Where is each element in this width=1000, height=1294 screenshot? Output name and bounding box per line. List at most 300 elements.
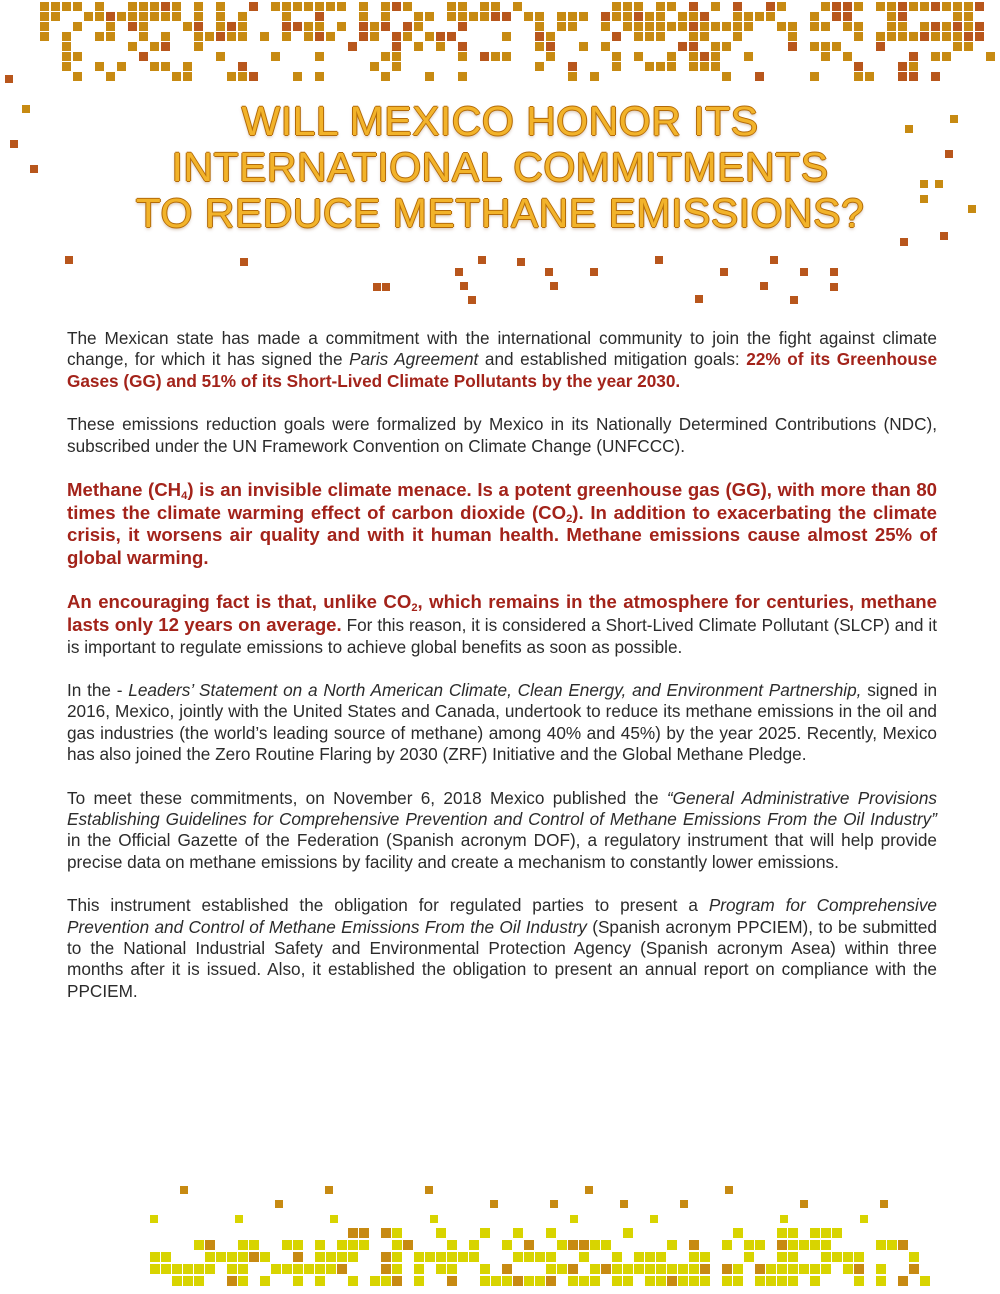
pixel-square <box>568 62 577 71</box>
pixel-square <box>183 62 192 71</box>
pixel-square <box>315 1252 325 1262</box>
pixel-square <box>667 52 676 61</box>
pixel-square <box>623 1228 633 1238</box>
pixel-square <box>678 12 687 21</box>
pixel-square <box>733 1228 743 1238</box>
pixel-square <box>436 1264 446 1274</box>
pixel-square <box>909 32 918 41</box>
pixel-square <box>315 32 324 41</box>
pixel-square <box>832 1252 842 1262</box>
pixel-square <box>436 1228 446 1238</box>
pixel-square <box>260 1276 270 1286</box>
pixel-square <box>40 32 49 41</box>
pixel-square <box>678 42 687 51</box>
pixel-square <box>447 1276 457 1286</box>
pixel-square <box>249 72 258 81</box>
pixel-square <box>645 1252 655 1262</box>
pixel-square <box>227 1264 237 1274</box>
pixel-square <box>271 2 280 11</box>
pixel-square <box>700 12 709 21</box>
pixel-square <box>95 32 104 41</box>
pixel-square <box>612 2 621 11</box>
pixel-square <box>876 42 885 51</box>
pixel-square <box>964 2 973 11</box>
pixel-square <box>304 22 313 31</box>
pixel-square <box>854 72 863 81</box>
pixel-square <box>373 283 381 291</box>
pixel-square <box>909 72 918 81</box>
pixel-square <box>524 1240 534 1250</box>
pixel-square <box>392 42 401 51</box>
pixel-square <box>315 1264 325 1274</box>
pixel-square <box>227 1252 237 1262</box>
pixel-square <box>557 1240 567 1250</box>
pixel-square <box>235 1215 243 1223</box>
pixel-square <box>150 2 159 11</box>
highlight-text-part: , which remains in the atmosphere for centuries, methane lasts only 12 years on average. <box>67 591 937 635</box>
paragraph-ppciem <box>67 895 937 1002</box>
pixel-square <box>469 12 478 21</box>
pixel-square <box>436 42 445 51</box>
pixel-square <box>777 2 786 11</box>
pixel-square <box>766 1276 776 1286</box>
pixel-square <box>623 2 632 11</box>
pixel-square <box>194 1264 204 1274</box>
pixel-square <box>700 32 709 41</box>
pixel-square <box>194 2 203 11</box>
pixel-square <box>370 32 379 41</box>
pixel-square <box>777 22 786 31</box>
pixel-square <box>275 1200 283 1208</box>
pixel-square <box>832 42 841 51</box>
pixel-square <box>953 22 962 31</box>
pixel-square <box>348 1240 358 1250</box>
pixel-square <box>535 42 544 51</box>
pixel-square <box>535 1276 545 1286</box>
pixel-square <box>238 1240 248 1250</box>
pixel-square <box>590 72 599 81</box>
pixel-square <box>634 22 643 31</box>
pixel-square <box>227 22 236 31</box>
pixel-square <box>755 12 764 21</box>
pixel-square <box>788 42 797 51</box>
pixel-square <box>172 2 181 11</box>
pixel-square <box>403 32 412 41</box>
pixel-square <box>744 52 753 61</box>
pixel-square <box>414 12 423 21</box>
pixel-square <box>689 1240 699 1250</box>
paragraph-text: signed in 2016, Mexico, jointly with the United States and Canada, undertook to reduce its methane emissions in the oil and gas industries (the world’s leading source of methane) among 40% and 45%) by the year 2025. Recently, Mexico has also joined the Zero Routine Flaring by 2030 (ZRF) Initiative and the Global Methane Pledge. <box>67 680 937 765</box>
pixel-square <box>634 12 643 21</box>
pixel-square <box>887 1240 897 1250</box>
pixel-square <box>725 1186 733 1194</box>
pixel-square <box>150 12 159 21</box>
pixel-square <box>821 1240 831 1250</box>
pixel-square <box>73 2 82 11</box>
pixel-square <box>821 1228 831 1238</box>
pixel-square <box>722 1264 732 1274</box>
pixel-square <box>546 42 555 51</box>
pixel-square <box>843 22 852 31</box>
pixel-square <box>359 12 368 21</box>
pixel-square <box>216 32 225 41</box>
pixel-square <box>550 282 558 290</box>
pixel-square <box>722 72 731 81</box>
pixel-square <box>898 32 907 41</box>
pixel-square <box>788 1240 798 1250</box>
pixel-square <box>106 72 115 81</box>
pixel-square <box>502 1276 512 1286</box>
pixel-square <box>458 72 467 81</box>
pixel-square <box>216 1252 226 1262</box>
pixel-square <box>655 256 663 264</box>
pixel-square <box>711 2 720 11</box>
pixel-square <box>370 62 379 71</box>
pixel-square <box>546 1228 556 1238</box>
pixel-square <box>733 1264 743 1274</box>
paragraph-text: To meet these commitments, on November 6, 2018 Mexico published the <box>67 787 667 808</box>
paragraph-methane-menace <box>67 479 937 569</box>
pixel-square <box>843 52 852 61</box>
pixel-square <box>403 2 412 11</box>
pixel-square <box>480 1276 490 1286</box>
pixel-square <box>381 1264 391 1274</box>
pixel-square <box>568 1240 578 1250</box>
pixel-square <box>656 1264 666 1274</box>
pixel-square <box>326 1264 336 1274</box>
pixel-square <box>447 1252 457 1262</box>
pixel-square <box>579 1252 589 1262</box>
pixel-square <box>381 2 390 11</box>
paragraph-text: This instrument established the obligation for regulated parties to present a <box>67 895 709 916</box>
pixel-square <box>964 32 973 41</box>
pixel-square <box>517 258 525 266</box>
pixel-square <box>843 1252 853 1262</box>
pixel-square <box>382 283 390 291</box>
paragraph-leaders-statement <box>67 680 937 766</box>
pixel-square <box>293 1276 303 1286</box>
pixel-square <box>854 62 863 71</box>
pixel-square <box>711 42 720 51</box>
pixel-square <box>139 12 148 21</box>
pixel-square <box>502 1240 512 1250</box>
pixel-square <box>667 1240 677 1250</box>
pixel-square <box>194 22 203 31</box>
pixel-square <box>920 32 929 41</box>
pixel-square <box>733 32 742 41</box>
pixel-square <box>172 1276 182 1286</box>
pixel-square <box>403 22 412 31</box>
pixel-square <box>62 32 71 41</box>
pixel-square <box>545 268 553 276</box>
pixel-square <box>700 1264 710 1274</box>
pixel-square <box>271 1264 281 1274</box>
pixel-square <box>205 1264 215 1274</box>
pixel-square <box>900 238 908 246</box>
pixel-square <box>183 1264 193 1274</box>
pixel-square <box>172 1264 182 1274</box>
pixel-square <box>161 1264 171 1274</box>
pixel-square <box>183 72 192 81</box>
pixel-square <box>887 12 896 21</box>
pixel-square <box>392 32 401 41</box>
pixel-square <box>128 12 137 21</box>
pixel-square <box>381 22 390 31</box>
pixel-square <box>249 1252 259 1262</box>
pixel-square <box>700 22 709 31</box>
pixel-square <box>480 1264 490 1274</box>
pixel-square <box>832 12 841 21</box>
pixel-square <box>414 42 423 51</box>
pixel-square <box>689 12 698 21</box>
pixel-square <box>830 283 838 291</box>
pixel-square <box>860 1215 868 1223</box>
pixel-square <box>392 1264 402 1274</box>
pixel-square <box>953 12 962 21</box>
pixel-square <box>282 12 291 21</box>
pixel-square <box>238 22 247 31</box>
pixel-square <box>161 12 170 21</box>
pixel-square <box>502 52 511 61</box>
pixel-square <box>337 1252 347 1262</box>
pixel-square <box>238 1276 248 1286</box>
pixel-square <box>502 32 511 41</box>
pixel-square <box>720 268 728 276</box>
paragraph-text: and established mitigation goals: <box>478 349 747 370</box>
pixel-square <box>194 42 203 51</box>
pixel-square <box>238 1252 248 1262</box>
pixel-square <box>468 296 476 304</box>
pixel-square <box>601 1240 611 1250</box>
pixel-square <box>854 1276 864 1286</box>
pixel-square <box>810 12 819 21</box>
paragraph-text: in the Official Gazette of the Federation (Spanish acronym DOF), a regulatory instrument that will help provide precise data on methane emissions by facility and create a mechanism to constantly lower emissions. <box>67 830 937 872</box>
pixel-square <box>975 32 984 41</box>
pixel-square <box>942 2 951 11</box>
pixel-square <box>447 1264 457 1274</box>
pixel-square <box>216 22 225 31</box>
pixel-square <box>590 1276 600 1286</box>
pixel-square <box>656 2 665 11</box>
pixel-square <box>695 295 703 303</box>
pixel-square <box>854 1264 864 1274</box>
pixel-square <box>348 1276 358 1286</box>
pixel-square <box>282 1240 292 1250</box>
pixel-square <box>799 1264 809 1274</box>
pixel-square <box>942 22 951 31</box>
pixel-square <box>744 1252 754 1262</box>
pixel-square <box>326 1252 336 1262</box>
pixel-square <box>381 52 390 61</box>
pixel-square <box>325 1186 333 1194</box>
pixel-square <box>513 1276 523 1286</box>
pixel-square <box>40 12 49 21</box>
paragraph-encouraging-fact <box>67 591 937 658</box>
pixel-square <box>612 52 621 61</box>
paragraph-text: These emissions reduction goals were formalized by Mexico in its Nationally Determined Contributions (NDC), subscribed under the UN Framework Convention on Climate Change (UNFCCC). <box>67 414 937 456</box>
pixel-square <box>304 32 313 41</box>
pixel-square <box>315 1240 325 1250</box>
pixel-square <box>590 1264 600 1274</box>
pixel-square <box>557 1264 567 1274</box>
pixel-square <box>106 32 115 41</box>
pixel-square <box>656 22 665 31</box>
pixel-square <box>964 22 973 31</box>
pixel-square <box>304 2 313 11</box>
pixel-square <box>370 22 379 31</box>
pixel-square <box>392 52 401 61</box>
pixel-square <box>260 32 269 41</box>
pixel-square <box>931 2 940 11</box>
pixel-square <box>106 12 115 21</box>
title-line-3: TO REDUCE METHANE EMISSIONS? <box>135 190 865 236</box>
pixel-square <box>480 1228 490 1238</box>
pixel-square <box>656 32 665 41</box>
pixel-square <box>535 12 544 21</box>
pixel-square <box>381 12 390 21</box>
pixel-square <box>436 32 445 41</box>
pixel-square <box>832 2 841 11</box>
pixel-square <box>293 1240 303 1250</box>
pixel-square <box>491 1276 501 1286</box>
pixel-square <box>843 12 852 21</box>
pixel-square <box>293 72 302 81</box>
highlight-text: 22% of its Greenhouse Gases (GG) and 51% of its Short-Lived Climate Pollutants by the year 2030. <box>67 349 938 391</box>
pixel-square <box>293 2 302 11</box>
paragraph-text: In the - <box>67 680 129 700</box>
pixel-square <box>326 32 335 41</box>
pixel-square <box>414 1264 424 1274</box>
pixel-square <box>535 1252 545 1262</box>
pixel-square <box>953 32 962 41</box>
pixel-square <box>645 12 654 21</box>
pixel-square <box>491 52 500 61</box>
pixel-square <box>964 42 973 51</box>
paragraph-dof-publication <box>67 788 937 874</box>
pixel-square <box>84 12 93 21</box>
pixel-square <box>700 1276 710 1286</box>
pixel-square <box>315 52 324 61</box>
pixel-square <box>414 22 423 31</box>
pixel-square <box>216 12 225 21</box>
pixel-square <box>359 1228 369 1238</box>
pixel-square <box>766 12 775 21</box>
pixel-square <box>315 12 324 21</box>
pixel-square <box>128 42 137 51</box>
pixel-square <box>843 2 852 11</box>
paragraph-ndc <box>67 414 937 457</box>
pixel-square <box>942 32 951 41</box>
pixel-square <box>381 1228 391 1238</box>
pixel-square <box>854 2 863 11</box>
pixel-square <box>722 22 731 31</box>
pixel-square <box>447 1240 457 1250</box>
pixel-square <box>612 32 621 41</box>
pixel-square <box>51 2 60 11</box>
pixel-square <box>931 22 940 31</box>
pixel-square <box>821 52 830 61</box>
pixel-square <box>568 72 577 81</box>
paragraph-text: For this reason, it is considered a Short-Lived Climate Pollutant (SLCP) and it is important to regulate emissions to achieve global benefits as soon as possible. <box>67 615 937 657</box>
pixel-square <box>810 72 819 81</box>
pixel-square <box>172 12 181 21</box>
pixel-square <box>656 12 665 21</box>
pixel-square <box>770 256 778 264</box>
pixel-square <box>337 1264 347 1274</box>
pixel-square <box>790 296 798 304</box>
pixel-square <box>777 1252 787 1262</box>
pixel-square <box>194 32 203 41</box>
pixel-square <box>546 32 555 41</box>
pixel-square <box>810 1276 820 1286</box>
pixel-square <box>348 1252 358 1262</box>
pixel-square <box>744 12 753 21</box>
pixel-square <box>227 72 236 81</box>
pixel-square <box>249 1240 259 1250</box>
pixel-square <box>460 282 468 290</box>
pixel-square <box>799 1240 809 1250</box>
pixel-square <box>51 12 60 21</box>
pixel-square <box>458 1252 468 1262</box>
pixel-square <box>282 22 291 31</box>
pixel-square <box>180 1186 188 1194</box>
pixel-square <box>392 62 401 71</box>
pixel-square <box>194 1240 204 1250</box>
pixel-square <box>260 1252 270 1262</box>
pixel-square <box>777 1276 787 1286</box>
pixel-square <box>810 1240 820 1250</box>
pixel-square <box>689 32 698 41</box>
pixel-square <box>689 1276 699 1286</box>
pixel-square <box>645 32 654 41</box>
pixel-square <box>777 1240 787 1250</box>
pixel-square <box>920 2 929 11</box>
pixel-square <box>898 62 907 71</box>
pixel-square <box>777 1228 787 1238</box>
pixel-square <box>711 22 720 31</box>
pixel-square <box>513 1228 523 1238</box>
pixel-square <box>579 1240 589 1250</box>
pixel-square <box>557 22 566 31</box>
pixel-square <box>513 2 522 11</box>
pixel-square <box>161 62 170 71</box>
pixel-square <box>535 62 544 71</box>
pixel-square <box>909 2 918 11</box>
pixel-square <box>810 22 819 31</box>
pixel-square <box>634 2 643 11</box>
pixel-square <box>502 12 511 21</box>
pixel-square <box>909 52 918 61</box>
emphasis-text: Paris Agreement <box>349 349 479 370</box>
pixel-square <box>478 256 486 264</box>
pixel-square <box>634 1252 644 1262</box>
subscript: 4 <box>181 490 188 503</box>
pixel-square <box>194 12 203 21</box>
pixel-square <box>524 1276 534 1286</box>
pixel-square <box>117 12 126 21</box>
pixel-square <box>455 268 463 276</box>
subscript: 2 <box>566 512 573 525</box>
pixel-square <box>480 2 489 11</box>
pixel-square <box>755 1264 765 1274</box>
pixel-square <box>249 2 258 11</box>
pixel-square <box>920 22 929 31</box>
pixel-square <box>161 2 170 11</box>
pixel-square <box>788 1276 798 1286</box>
pixel-square <box>546 1252 556 1262</box>
pixel-square <box>880 1200 888 1208</box>
pixel-square <box>546 1276 556 1286</box>
